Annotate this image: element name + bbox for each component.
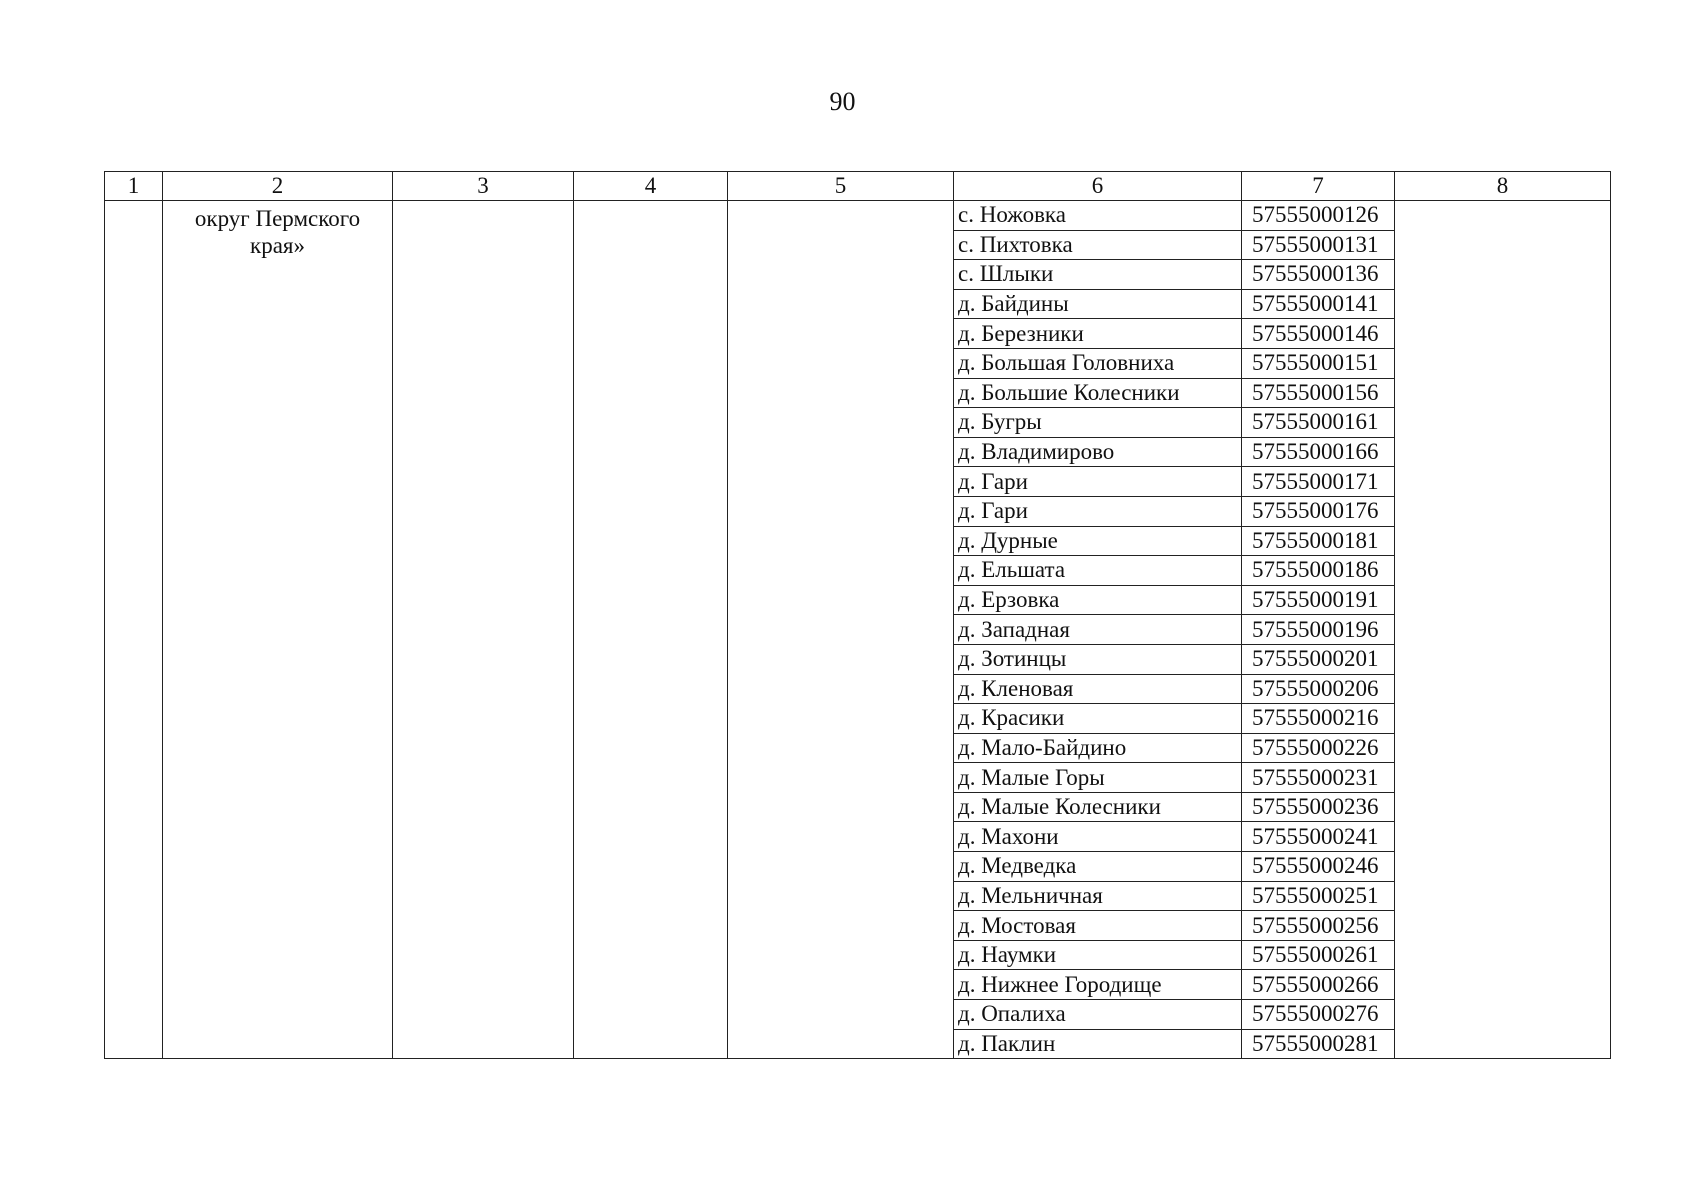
column-header-8: 8 (1395, 172, 1611, 201)
cell-col-8 (1395, 201, 1611, 1059)
settlement-name: д. Западная (954, 615, 1242, 645)
settlement-code: 57555000281 (1242, 1029, 1395, 1059)
settlement-code: 57555000141 (1242, 289, 1395, 319)
settlement-name: д. Мало-Байдино (954, 733, 1242, 763)
column-header-6: 6 (954, 172, 1242, 201)
settlement-code: 57555000196 (1242, 615, 1395, 645)
settlement-code: 57555000266 (1242, 970, 1395, 1000)
settlement-name: д. Гари (954, 467, 1242, 497)
settlement-name: д. Нижнее Городище (954, 970, 1242, 1000)
settlement-code: 57555000246 (1242, 852, 1395, 882)
district-name-line: края» (250, 233, 305, 258)
settlement-code: 57555000151 (1242, 348, 1395, 378)
cell-col-5 (728, 201, 954, 1059)
settlement-name: д. Ерзовка (954, 585, 1242, 615)
settlement-name: д. Бугры (954, 408, 1242, 438)
settlement-code: 57555000156 (1242, 378, 1395, 408)
settlement-name: д. Махони (954, 822, 1242, 852)
settlement-code: 57555000161 (1242, 408, 1395, 438)
settlement-code: 57555000126 (1242, 201, 1395, 231)
settlement-code: 57555000186 (1242, 556, 1395, 586)
settlement-code: 57555000261 (1242, 940, 1395, 970)
settlement-name: д. Березники (954, 319, 1242, 349)
settlement-name: д. Малые Колесники (954, 792, 1242, 822)
table-row (105, 201, 1611, 231)
settlement-name: д. Малые Горы (954, 763, 1242, 793)
column-header-1: 1 (105, 172, 163, 201)
settlement-code: 57555000176 (1242, 496, 1395, 526)
column-header-5: 5 (728, 172, 954, 201)
settlement-code: 57555000241 (1242, 822, 1395, 852)
settlement-name: д. Владимирово (954, 437, 1242, 467)
settlement-name: д. Зотинцы (954, 644, 1242, 674)
settlement-name: с. Пихтовка (954, 230, 1242, 260)
settlement-name: с. Шлыки (954, 260, 1242, 290)
settlement-name: д. Медведка (954, 852, 1242, 882)
settlement-code: 57555000201 (1242, 644, 1395, 674)
settlement-name: д. Ельшата (954, 556, 1242, 586)
settlement-name: д. Наумки (954, 940, 1242, 970)
settlement-name: д. Паклин (954, 1029, 1242, 1059)
district-name-line: округ Пермского (194, 206, 361, 231)
settlement-code: 57555000206 (1242, 674, 1395, 704)
settlement-code: 57555000226 (1242, 733, 1395, 763)
settlement-name: д. Мостовая (954, 911, 1242, 941)
header-row (105, 172, 1611, 201)
cell-col-3 (393, 201, 574, 1059)
settlement-code: 57555000216 (1242, 704, 1395, 734)
settlement-name: д. Опалиха (954, 1000, 1242, 1030)
settlement-code: 57555000236 (1242, 792, 1395, 822)
column-header-7: 7 (1242, 172, 1395, 201)
settlement-code: 57555000181 (1242, 526, 1395, 556)
column-header-4: 4 (574, 172, 728, 201)
settlement-code: 57555000146 (1242, 319, 1395, 349)
settlement-code: 57555000166 (1242, 437, 1395, 467)
settlement-name: с. Ножовка (954, 201, 1242, 231)
settlement-name: д. Кленовая (954, 674, 1242, 704)
settlement-name: д. Большие Колесники (954, 378, 1242, 408)
cell-col-1 (105, 201, 163, 1059)
settlement-code: 57555000256 (1242, 911, 1395, 941)
settlement-name: д. Гари (954, 496, 1242, 526)
settlement-name: д. Мельничная (954, 881, 1242, 911)
column-header-2: 2 (163, 172, 393, 201)
settlement-code: 57555000251 (1242, 881, 1395, 911)
cell-col-4 (574, 201, 728, 1059)
settlements-table (104, 171, 1611, 1059)
table-body (105, 201, 1611, 1059)
settlement-code: 57555000231 (1242, 763, 1395, 793)
settlement-name: д. Дурные (954, 526, 1242, 556)
settlement-code: 57555000136 (1242, 260, 1395, 290)
settlement-name: д. Красики (954, 704, 1242, 734)
cell-district (163, 201, 393, 1059)
settlement-code: 57555000276 (1242, 1000, 1395, 1030)
settlement-code: 57555000171 (1242, 467, 1395, 497)
settlement-code: 57555000131 (1242, 230, 1395, 260)
settlement-name: д. Байдины (954, 289, 1242, 319)
page-number: 90 (829, 87, 856, 116)
settlement-code: 57555000191 (1242, 585, 1395, 615)
column-header-3: 3 (393, 172, 574, 201)
settlement-name: д. Большая Головниха (954, 348, 1242, 378)
